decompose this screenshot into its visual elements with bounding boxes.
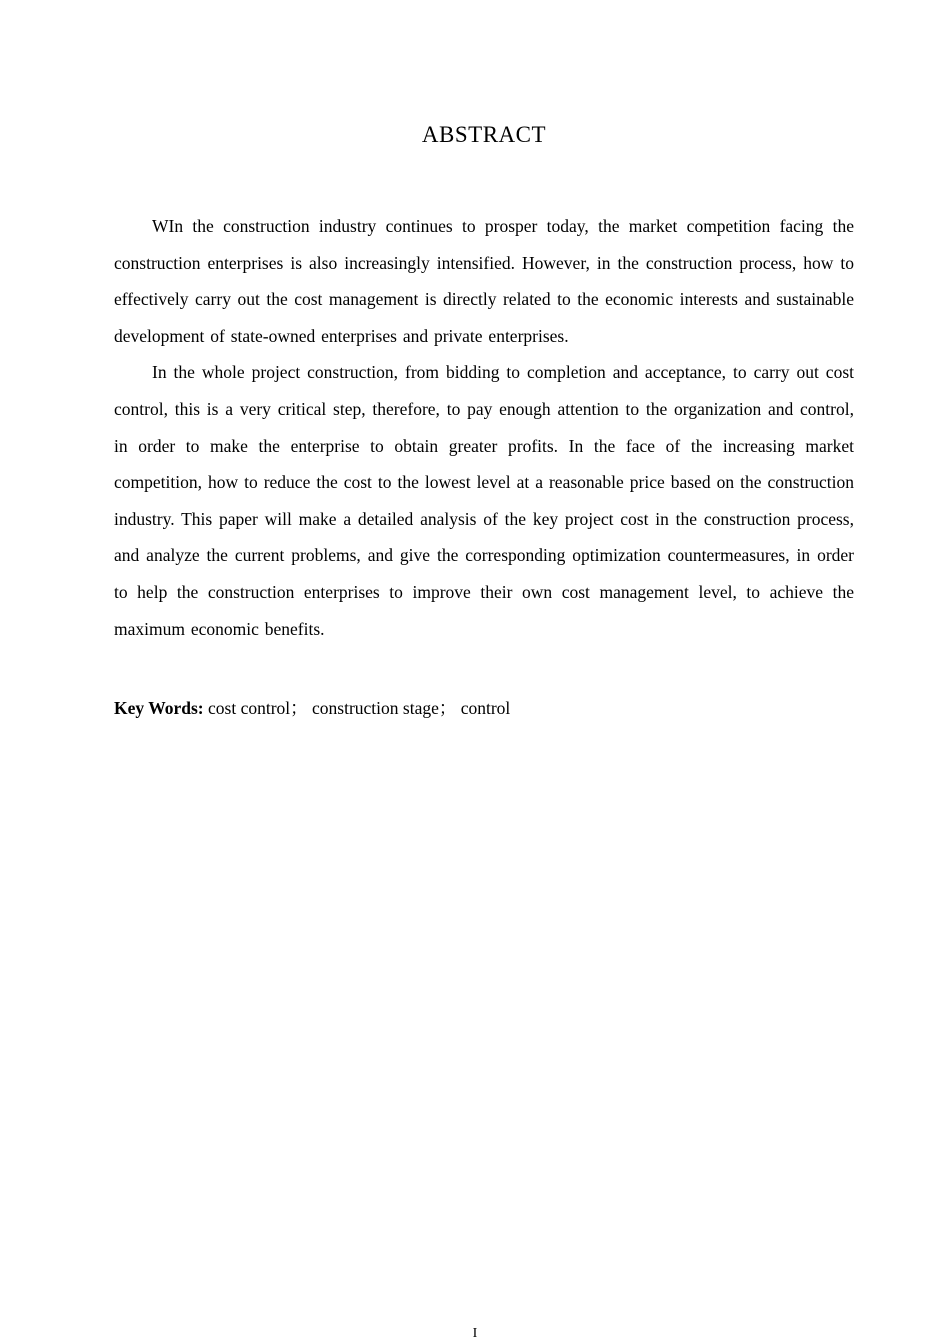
abstract-body: [114, 208, 854, 647]
keywords-line: [114, 690, 854, 727]
abstract-paragraph-2: In the whole project construction, from bidding to completion and acceptance, to carry out cost control, this is a very critical step, therefore, to pay enough attention to the organization and control, in order to make the enterprise to obtain greater profits. In the face of the increasing market competition, how to reduce the cost to the lowest level at a reasonable price based on the construction industry. This paper will make a detailed analysis of the key project cost in the construction process, and analyze the current problems, and give the corresponding optimization countermeasures, in order to help the construction enterprises to improve their own cost management level, to achieve the maximum economic benefits.: [114, 362, 854, 639]
abstract-paragraph-1: WIn the construction industry continues to prosper today, the market competition facing the construction enterprises is also increasingly intensified. However, in the construction process, how to effectively carry out the cost management is directly related to the economic interests and sustainable development of state-owned enterprises and private enterprises.: [114, 216, 854, 346]
abstract-title: ABSTRACT: [421, 122, 547, 147]
page-number: I: [472, 1326, 478, 1341]
keywords-label: Key Words:: [114, 698, 204, 719]
keywords-text: cost control； construction stage； control: [208, 698, 511, 719]
